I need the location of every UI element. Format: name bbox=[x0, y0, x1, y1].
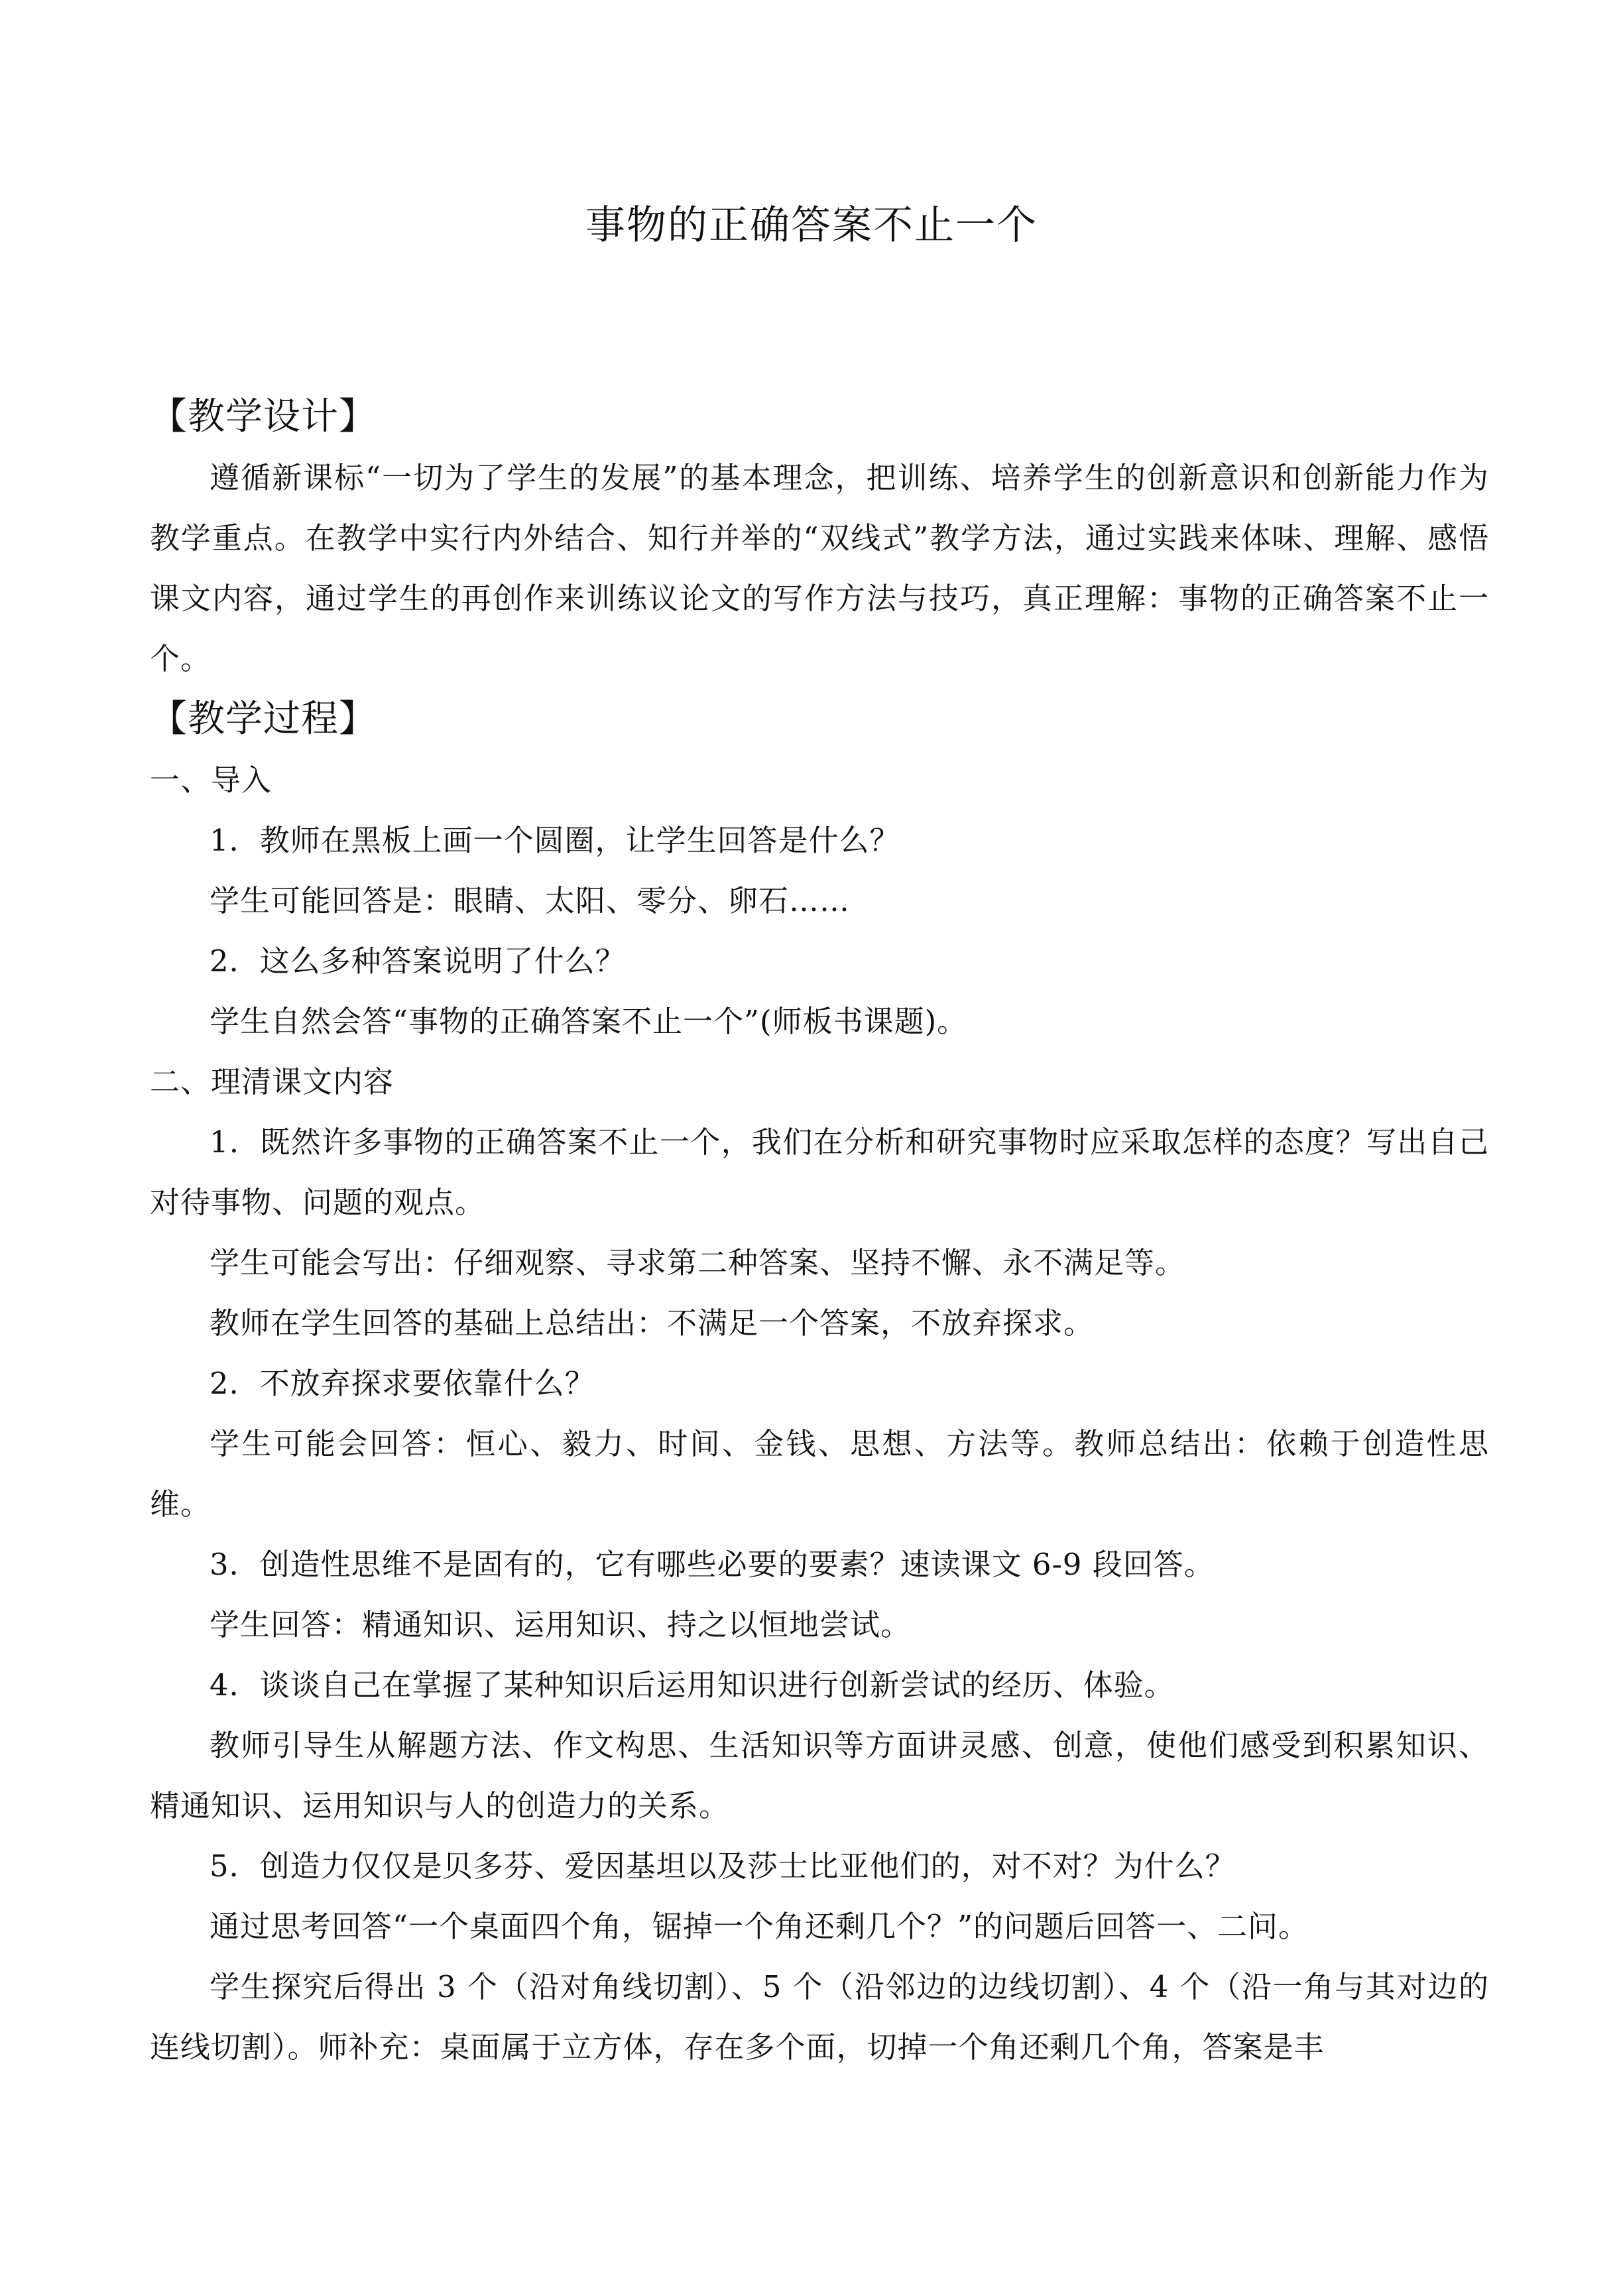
paragraph: 4．谈谈自己在掌握了某种知识后运用知识进行创新尝试的经历、体验。 bbox=[210, 1667, 1175, 1703]
paragraph: 学生可能会回答：恒心、毅力、时间、金钱、思想、方法等。教师总结出：依赖于创造性思维。 bbox=[150, 1426, 1489, 1522]
document-body bbox=[150, 387, 1489, 2077]
document-title: 事物的正确答案不止一个 bbox=[585, 202, 1038, 249]
paragraph: 通过思考回答“一个桌面四个角，锯掉一个角还剩几个？”的问题后回答一、二问。 bbox=[210, 1909, 1309, 1944]
paragraph: 3．创造性思维不是固有的，它有哪些必要的要素？速读课文 6-9 段回答。 bbox=[210, 1547, 1215, 1582]
paragraph: 学生回答：精通知识、运用知识、持之以恒地尝试。 bbox=[210, 1607, 912, 1642]
paragraph: 1．既然许多事物的正确答案不止一个，我们在分析和研究事物时应采取怎样的态度？写出自己对待事物、问题的观点。 bbox=[150, 1124, 1489, 1220]
paragraph: 教师引导生从解题方法、作文构思、生活知识等方面讲灵感、创意，使他们感受到积累知识、精通知识、运用知识与人的创造力的关系。 bbox=[150, 1728, 1489, 1823]
paragraph: 学生自然会答“事物的正确答案不止一个”(师板书课题)。 bbox=[210, 1004, 968, 1039]
subsection-heading: 二、理清课文内容 bbox=[150, 1064, 394, 1099]
paragraph: 2．不放弃探求要依靠什么？ bbox=[210, 1366, 595, 1401]
paragraph: 学生可能会写出：仔细观察、寻求第二种答案、坚持不懈、永不满足等。 bbox=[210, 1245, 1186, 1280]
subsection-heading: 一、导入 bbox=[150, 762, 272, 798]
section-heading: 【教学过程】 bbox=[150, 697, 377, 741]
paragraph: 5．创造力仅仅是贝多芬、爱因基坦以及莎士比亚他们的，对不对？为什么？ bbox=[210, 1848, 1236, 1884]
paragraph: 遵循新课标“一切为了学生的发展”的基本理念，把训练、培养学生的创新意识和创新能力作为教学重点。在教学中实行内外结合、知行并举的“双线式”教学方法，通过实践来体味、理解、感悟课文内容，通过学生的再创作来训练议论文的写作方法与技巧，真正理解：事物的正确答案不止一个。 bbox=[150, 460, 1489, 676]
section-heading: 【教学设计】 bbox=[150, 395, 377, 438]
paragraph: 1．教师在黑板上画一个圆圈，让学生回答是什么？ bbox=[210, 823, 900, 858]
paragraph: 学生探究后得出 3 个（沿对角线切割）、5 个（沿邻边的边线切割）、4 个（沿一角与其对边的连线切割）。师补充：桌面属于立方体，存在多个面，切掉一个角还剩几个角，答案是丰 bbox=[150, 1969, 1489, 2065]
paragraph: 2．这么多种答案说明了什么？ bbox=[210, 943, 626, 979]
paragraph: 学生可能回答是：眼睛、太阳、零分、卵石…… bbox=[210, 883, 851, 918]
paragraph: 教师在学生回答的基础上总结出：不满足一个答案，不放弃探求。 bbox=[210, 1305, 1095, 1341]
